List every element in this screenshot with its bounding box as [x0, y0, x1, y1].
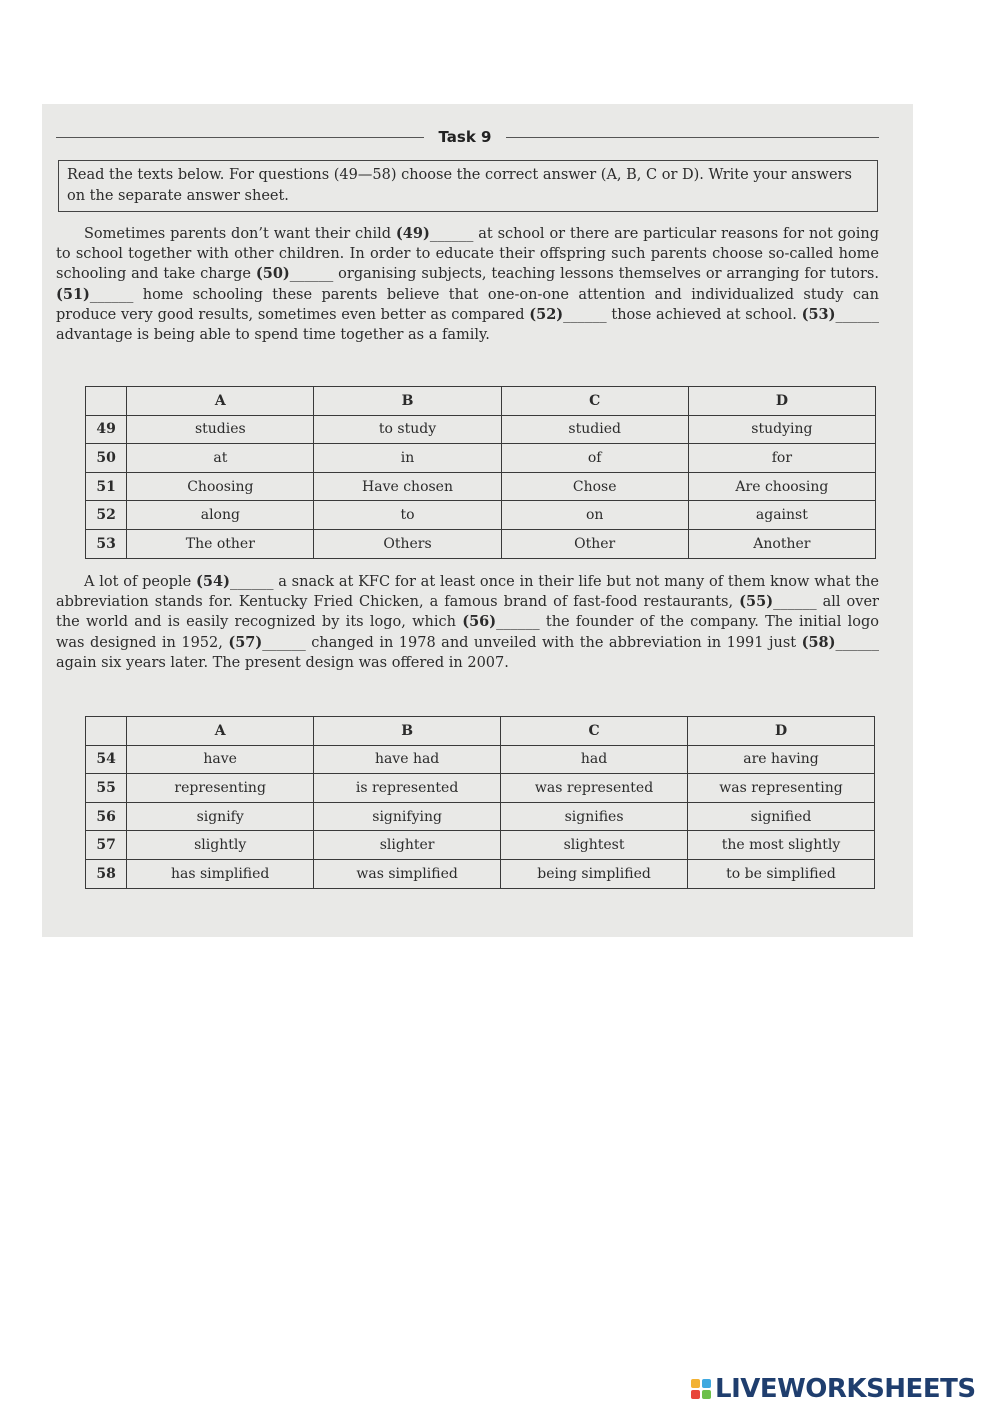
instructions-box: Read the texts below. For questions (49—58) choose the correct answer (A, B, C or D). Write your answers on the separate answer sheet. [58, 160, 878, 212]
option-a[interactable]: signify [127, 802, 314, 831]
option-a[interactable]: studies [127, 415, 314, 444]
option-d[interactable]: the most slightly [688, 831, 875, 860]
task-title: Task 9 [438, 128, 492, 146]
option-b[interactable]: is represented [314, 774, 501, 803]
text-home-schooling: Sometimes parents don’t want their child (49)______ at school or there are particular reasons for not going to school together with other children. In order to educate their offspring such parents choose so-called home schooling and take charge (50)______ organising subjects, teaching lessons themselves or arranging for tutors. (51)______ home schooling these parents believe that one-on-one attention and individualized study can produce very good results, sometimes even better as compared (52)______ those achieved at school. (53)______ advantage is being able to spend time together as a family. [56, 225, 880, 344]
option-c[interactable]: slightest [501, 831, 688, 860]
question-56-marker: (56) [462, 613, 497, 631]
logo-text: LIVEWORKSHEETS [715, 1374, 976, 1404]
question-58-marker: (58) [801, 633, 836, 651]
option-b[interactable]: Others [314, 529, 501, 558]
table-header-row [86, 387, 876, 416]
table-row [86, 802, 875, 831]
option-c[interactable]: studied [501, 415, 688, 444]
question-number: 55 [86, 774, 127, 803]
option-a[interactable]: at [127, 444, 314, 473]
question-55-marker: (55) [739, 593, 774, 611]
option-d[interactable]: studying [688, 415, 875, 444]
option-d[interactable]: was representing [688, 774, 875, 803]
option-d[interactable]: Are choosing [688, 472, 875, 501]
option-b[interactable]: to [314, 501, 501, 530]
question-54-marker: (54) [196, 573, 230, 590]
option-a[interactable]: The other [127, 529, 314, 558]
question-number: 53 [86, 529, 127, 558]
table-row [86, 415, 876, 444]
table-row [86, 501, 876, 530]
option-d[interactable]: against [688, 501, 875, 530]
header-a: A [127, 387, 314, 416]
header-rule-right [506, 137, 879, 138]
option-a[interactable]: representing [127, 774, 314, 803]
table-header-row [86, 717, 875, 746]
header-b: B [314, 717, 501, 746]
options-table-49-53 [85, 386, 876, 559]
option-a[interactable]: slightly [127, 831, 314, 860]
table-row [86, 859, 875, 888]
question-50-marker: (50) [255, 265, 290, 283]
option-a[interactable]: have [127, 745, 314, 774]
header-b: B [314, 387, 501, 416]
option-c[interactable]: had [501, 745, 688, 774]
option-a[interactable]: Choosing [127, 472, 314, 501]
option-d[interactable]: signified [688, 802, 875, 831]
header-a: A [127, 717, 314, 746]
question-number: 58 [86, 859, 127, 888]
option-c[interactable]: was represented [501, 774, 688, 803]
option-c[interactable]: Other [501, 529, 688, 558]
question-number: 51 [86, 472, 127, 501]
question-49-marker: (49) [395, 225, 430, 242]
table-row [86, 472, 876, 501]
table-row [86, 831, 875, 860]
question-number: 54 [86, 745, 127, 774]
question-52-marker: (52) [529, 305, 564, 323]
option-b[interactable]: was simplified [314, 859, 501, 888]
task-header [56, 126, 879, 150]
table-row [86, 444, 876, 473]
option-d[interactable]: to be simplified [688, 859, 875, 888]
question-number: 50 [86, 444, 127, 473]
option-b[interactable]: signifying [314, 802, 501, 831]
option-d[interactable]: for [688, 444, 875, 473]
question-number: 52 [86, 501, 127, 530]
option-d[interactable]: Another [688, 529, 875, 558]
question-number: 49 [86, 415, 127, 444]
option-c[interactable]: Chose [501, 472, 688, 501]
table-row [86, 529, 876, 558]
question-57-marker: (57) [228, 633, 263, 651]
question-53-marker: (53) [801, 305, 836, 323]
header-c: C [501, 387, 688, 416]
option-b[interactable]: Have chosen [314, 472, 501, 501]
option-c[interactable]: being simplified [501, 859, 688, 888]
header-d: D [688, 717, 875, 746]
option-d[interactable]: are having [688, 745, 875, 774]
options-table-54-58 [85, 716, 875, 889]
header-c: C [501, 717, 688, 746]
option-b[interactable]: have had [314, 745, 501, 774]
question-number: 57 [86, 831, 127, 860]
option-a[interactable]: has simplified [127, 859, 314, 888]
option-b[interactable]: slighter [314, 831, 501, 860]
option-b[interactable]: to study [314, 415, 501, 444]
option-c[interactable]: of [501, 444, 688, 473]
option-c[interactable]: signifies [501, 802, 688, 831]
question-number: 56 [86, 802, 127, 831]
text-kfc: A lot of people (54)______ a snack at KFC for at least once in their life but not many of them know what the abbreviation stands for. Kentucky Fried Chicken, a famous brand of fast-food restaurants, (55)______ all over the world and is easily recognized by its logo, which (56)______ the founder of the company. The initial logo was designed in 1952, (57)______ changed in 1978 and unveiled with the abbreviation in 1991 just (58)______ again six years later. The present design was offered in 2007. [56, 573, 879, 671]
option-b[interactable]: in [314, 444, 501, 473]
question-51-marker: (51) [56, 285, 90, 303]
header-rule-left [56, 137, 424, 138]
table-row [86, 745, 875, 774]
option-a[interactable]: along [127, 501, 314, 530]
liveworksheets-logo[interactable] [690, 1374, 976, 1404]
header-d: D [688, 387, 875, 416]
liveworksheets-logo-icon [690, 1378, 712, 1400]
table-row [86, 774, 875, 803]
option-c[interactable]: on [501, 501, 688, 530]
